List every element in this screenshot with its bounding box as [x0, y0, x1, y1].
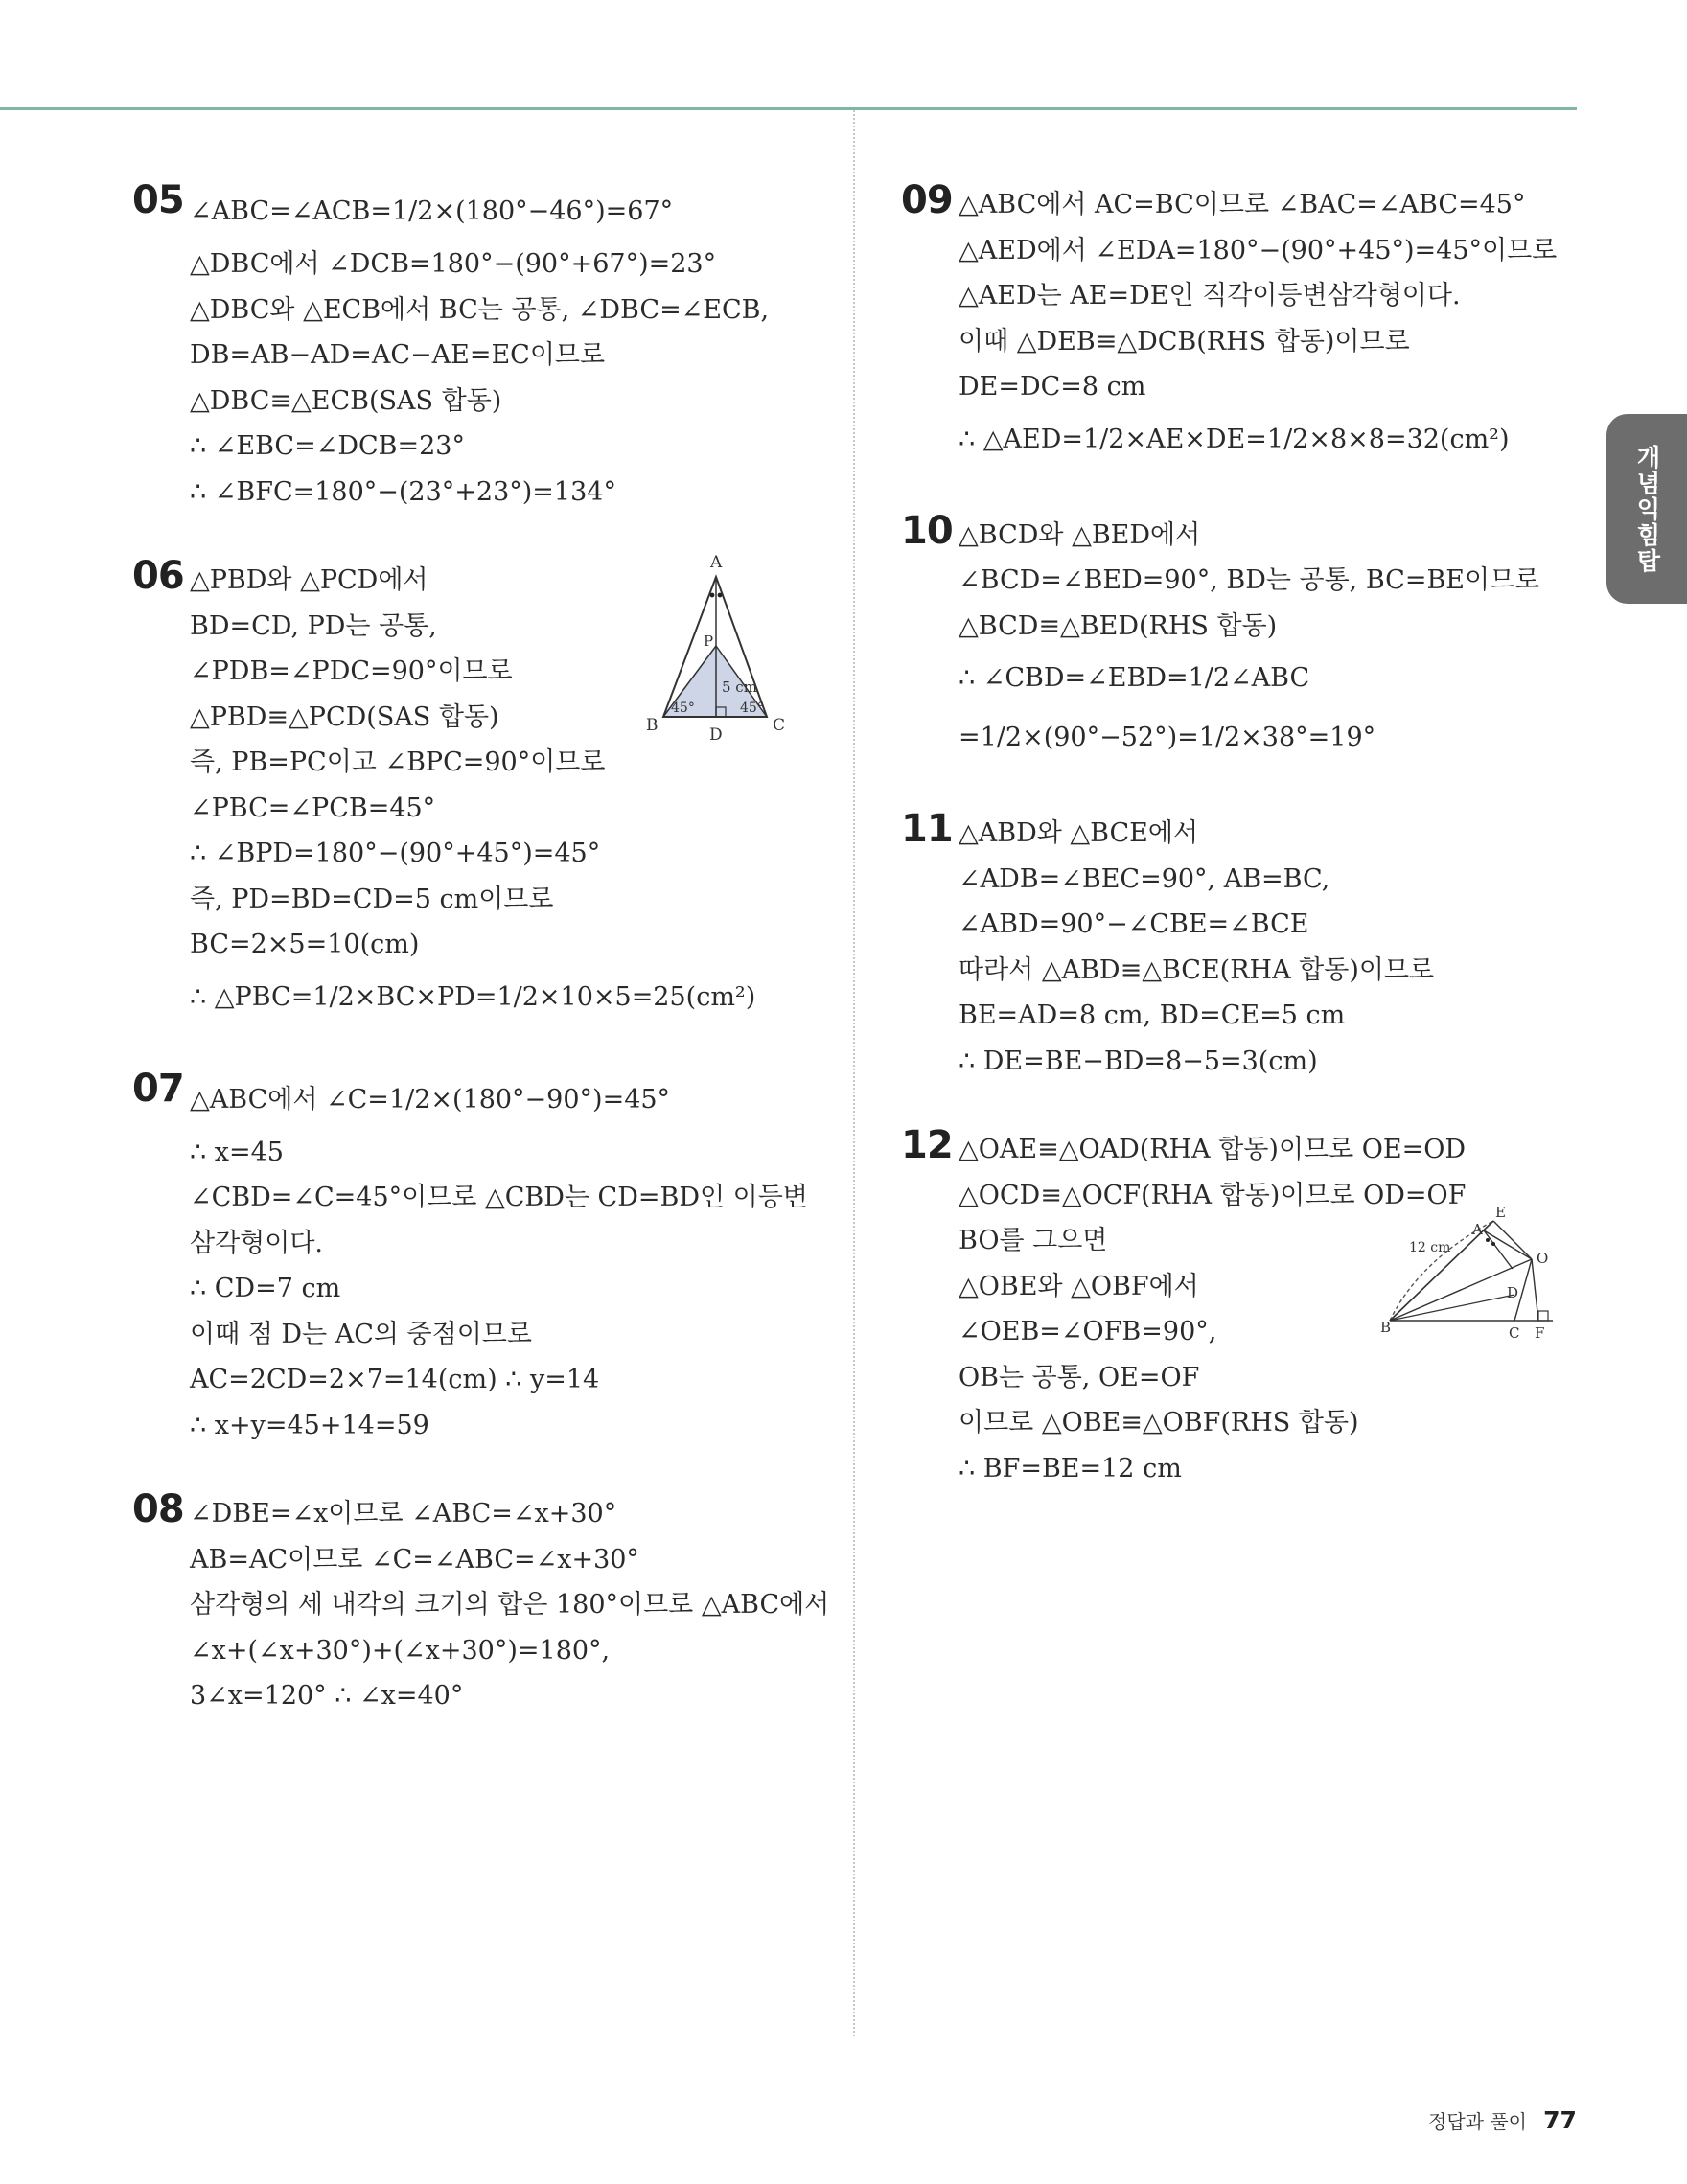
angle-label-right: 45°	[740, 701, 764, 716]
solution-line: △DBC≡△ECB(SAS 합동)	[190, 385, 502, 416]
solution-line: △AED에서 ∠EDA=180°−(90°+45°)=45°이므로	[959, 235, 1558, 265]
angle-label-left: 45°	[671, 701, 695, 716]
solution-line: =1/2×(90°−52°)=1/2×38°=19°	[959, 723, 1376, 752]
vertex-label-b: B	[1380, 1319, 1392, 1336]
solution-line: △OBE와 △OBF에서	[959, 1271, 1199, 1301]
solution-line: ∴ △AED=1/2×AE×DE=1/2×8×8=32(cm²)	[959, 424, 1510, 454]
side-tab-label: 개념익힘탑	[1633, 444, 1661, 574]
solution-line: ∴ ∠BPD=180°−(90°+45°)=45°	[190, 839, 601, 868]
solution-line: ∴ ∠BFC=180°−(23°+23°)=134°	[190, 476, 616, 507]
length-label: 5 cm	[722, 678, 757, 696]
solution-line: ∠OEB=∠OFB=90°,	[959, 1317, 1217, 1346]
solution-line: 이때 △DEB≡△DCB(RHS 합동)이므로	[959, 326, 1410, 356]
solution-line: ∴ △PBC=1/2×BC×PD=1/2×10×5=25(cm²)	[190, 981, 756, 1012]
solution-line: ∠ABC=∠ACB=1/2×(180°−46°)=67°	[190, 196, 674, 226]
solution-line: △BCD와 △BED에서	[959, 519, 1201, 550]
problem-number: 05	[132, 178, 184, 222]
vertex-label-f: F	[1535, 1324, 1545, 1342]
problem-number: 10	[901, 508, 953, 553]
problem-12	[901, 1123, 1572, 1491]
problem-number: 12	[901, 1123, 953, 1167]
vertex-label-c: C	[773, 716, 786, 735]
solution-line: ∠x+(∠x+30°)+(∠x+30°)=180°,	[190, 1635, 611, 1666]
top-rule	[0, 107, 1577, 110]
solution-line: △ABC에서 AC=BC이므로 ∠BAC=∠ABC=45°	[959, 190, 1526, 219]
vertex-label-d: D	[709, 725, 723, 745]
solution-line: DE=DC=8 cm	[959, 372, 1146, 402]
solution-line: ∴ ∠EBC=∠DCB=23°	[190, 431, 465, 461]
solution-line: 이때 점 D는 AC의 중점이므로	[190, 1319, 532, 1349]
solution-line: △BCD≡△BED(RHS 합동)	[959, 610, 1278, 641]
solution-line: ∠ADB=∠BEC=90°, AB=BC,	[959, 863, 1330, 894]
solution-line: AC=2CD=2×7=14(cm) ∴ y=14	[190, 1365, 600, 1394]
vertex-label-o: O	[1537, 1250, 1549, 1267]
solution-line: △OCD≡△OCF(RHA 합동)이므로 OD=OF	[959, 1180, 1467, 1210]
vertex-label-e: E	[1495, 1204, 1506, 1221]
solution-line: BC=2×5=10(cm)	[190, 930, 420, 959]
solution-line: 즉, PD=BD=CD=5 cm이므로	[190, 884, 554, 914]
solution-line: ∴ ∠CBD=∠EBD=1/2∠ABC	[959, 663, 1310, 693]
problem-number: 11	[901, 807, 953, 851]
problem-07	[132, 1066, 822, 1449]
solution-line: △DBC와 △ECB에서 BC는 공통, ∠DBC=∠ECB,	[190, 294, 770, 325]
problem-number: 08	[132, 1487, 184, 1531]
solution-line: ∠ABD=90°−∠CBE=∠BCE	[959, 909, 1309, 939]
vertex-label-c: C	[1509, 1324, 1520, 1342]
solution-line: ∠CBD=∠C=45°이므로 △CBD는 CD=BD인 이등변	[190, 1183, 808, 1212]
solution-line: ∴ DE=BE−BD=8−5=3(cm)	[959, 1046, 1318, 1076]
solution-line: ∴ x=45	[190, 1137, 284, 1167]
solution-line: △PBD와 △PCD에서	[190, 565, 428, 595]
solution-line: ∴ BF=BE=12 cm	[959, 1453, 1182, 1483]
solution-line: 이므로 △OBE≡△OBF(RHS 합동)	[959, 1408, 1359, 1437]
problem-10	[901, 508, 1572, 769]
solution-line: ∠PDB=∠PDC=90°이므로	[190, 656, 513, 686]
vertex-label-p: P	[704, 632, 714, 650]
solution-line: ∴ CD=7 cm	[190, 1274, 341, 1303]
problem-11	[901, 807, 1572, 1084]
vertex-label-d: D	[1507, 1284, 1519, 1301]
solution-line: BD=CD, PD는 공통,	[190, 610, 437, 641]
solution-line: △OAE≡△OAD(RHA 합동)이므로 OE=OD	[959, 1135, 1467, 1164]
problem-number: 09	[901, 178, 953, 222]
solution-line: ∴ x+y=45+14=59	[190, 1410, 429, 1440]
length-label: 12 cm	[1409, 1240, 1451, 1255]
problem-number: 07	[132, 1066, 184, 1111]
solution-line: 삼각형의 세 내각의 크기의 합은 180°이므로 △ABC에서	[190, 1590, 830, 1620]
page-number: 77	[1543, 2106, 1577, 2134]
solution-line: △DBC에서 ∠DCB=180°−(90°+67°)=23°	[190, 249, 717, 279]
column-divider	[853, 110, 855, 2036]
solution-line: 3∠x=120° ∴ ∠x=40°	[190, 1681, 464, 1711]
vertex-label-b: B	[646, 716, 659, 735]
footer-label: 정답과 풀이	[1428, 2110, 1527, 2133]
solution-line: BO를 그으면	[959, 1226, 1108, 1255]
geometry-figure-12	[1380, 1204, 1572, 1343]
problem-06	[132, 553, 822, 1027]
solution-line: △ABD와 △BCE에서	[959, 818, 1199, 848]
right-column	[901, 178, 1572, 1491]
solution-line: 삼각형이다.	[190, 1228, 323, 1258]
solution-line: ∠DBE=∠x이므로 ∠ABC=∠x+30°	[190, 1499, 617, 1529]
solution-line: △PBD≡△PCD(SAS 합동)	[190, 701, 499, 732]
solution-line: DB=AB−AD=AC−AE=EC이므로	[190, 340, 606, 370]
left-column	[132, 178, 830, 1719]
solution-line: △AED는 AE=DE인 직각이등변삼각형이다.	[959, 281, 1461, 310]
problem-number: 06	[132, 554, 184, 598]
triangle-figure-06	[633, 552, 805, 753]
solution-line: AB=AC이므로 ∠C=∠ABC=∠x+30°	[190, 1544, 639, 1575]
solution-line: ∠PBC=∠PCB=45°	[190, 793, 436, 823]
problem-05	[132, 178, 822, 515]
solution-line: BE=AD=8 cm, BD=CE=5 cm	[959, 1000, 1346, 1030]
chapter-side-tab	[1606, 414, 1687, 604]
solution-line: △ABC에서 ∠C=1/2×(180°−90°)=45°	[190, 1084, 671, 1115]
solution-line: 즉, PB=PC이고 ∠BPC=90°이므로	[190, 747, 606, 777]
problem-09	[901, 178, 1572, 470]
vertex-label-a: A	[710, 553, 723, 572]
solution-line: 따라서 △ABD≡△BCE(RHA 합동)이므로	[959, 954, 1435, 985]
problem-08	[132, 1487, 830, 1719]
solution-line: OB는 공통, OE=OF	[959, 1362, 1200, 1392]
page-footer	[1428, 2106, 1577, 2134]
vertex-label-a: A	[1472, 1221, 1483, 1238]
solution-line: ∠BCD=∠BED=90°, BD는 공통, BC=BE이므로	[959, 565, 1540, 595]
